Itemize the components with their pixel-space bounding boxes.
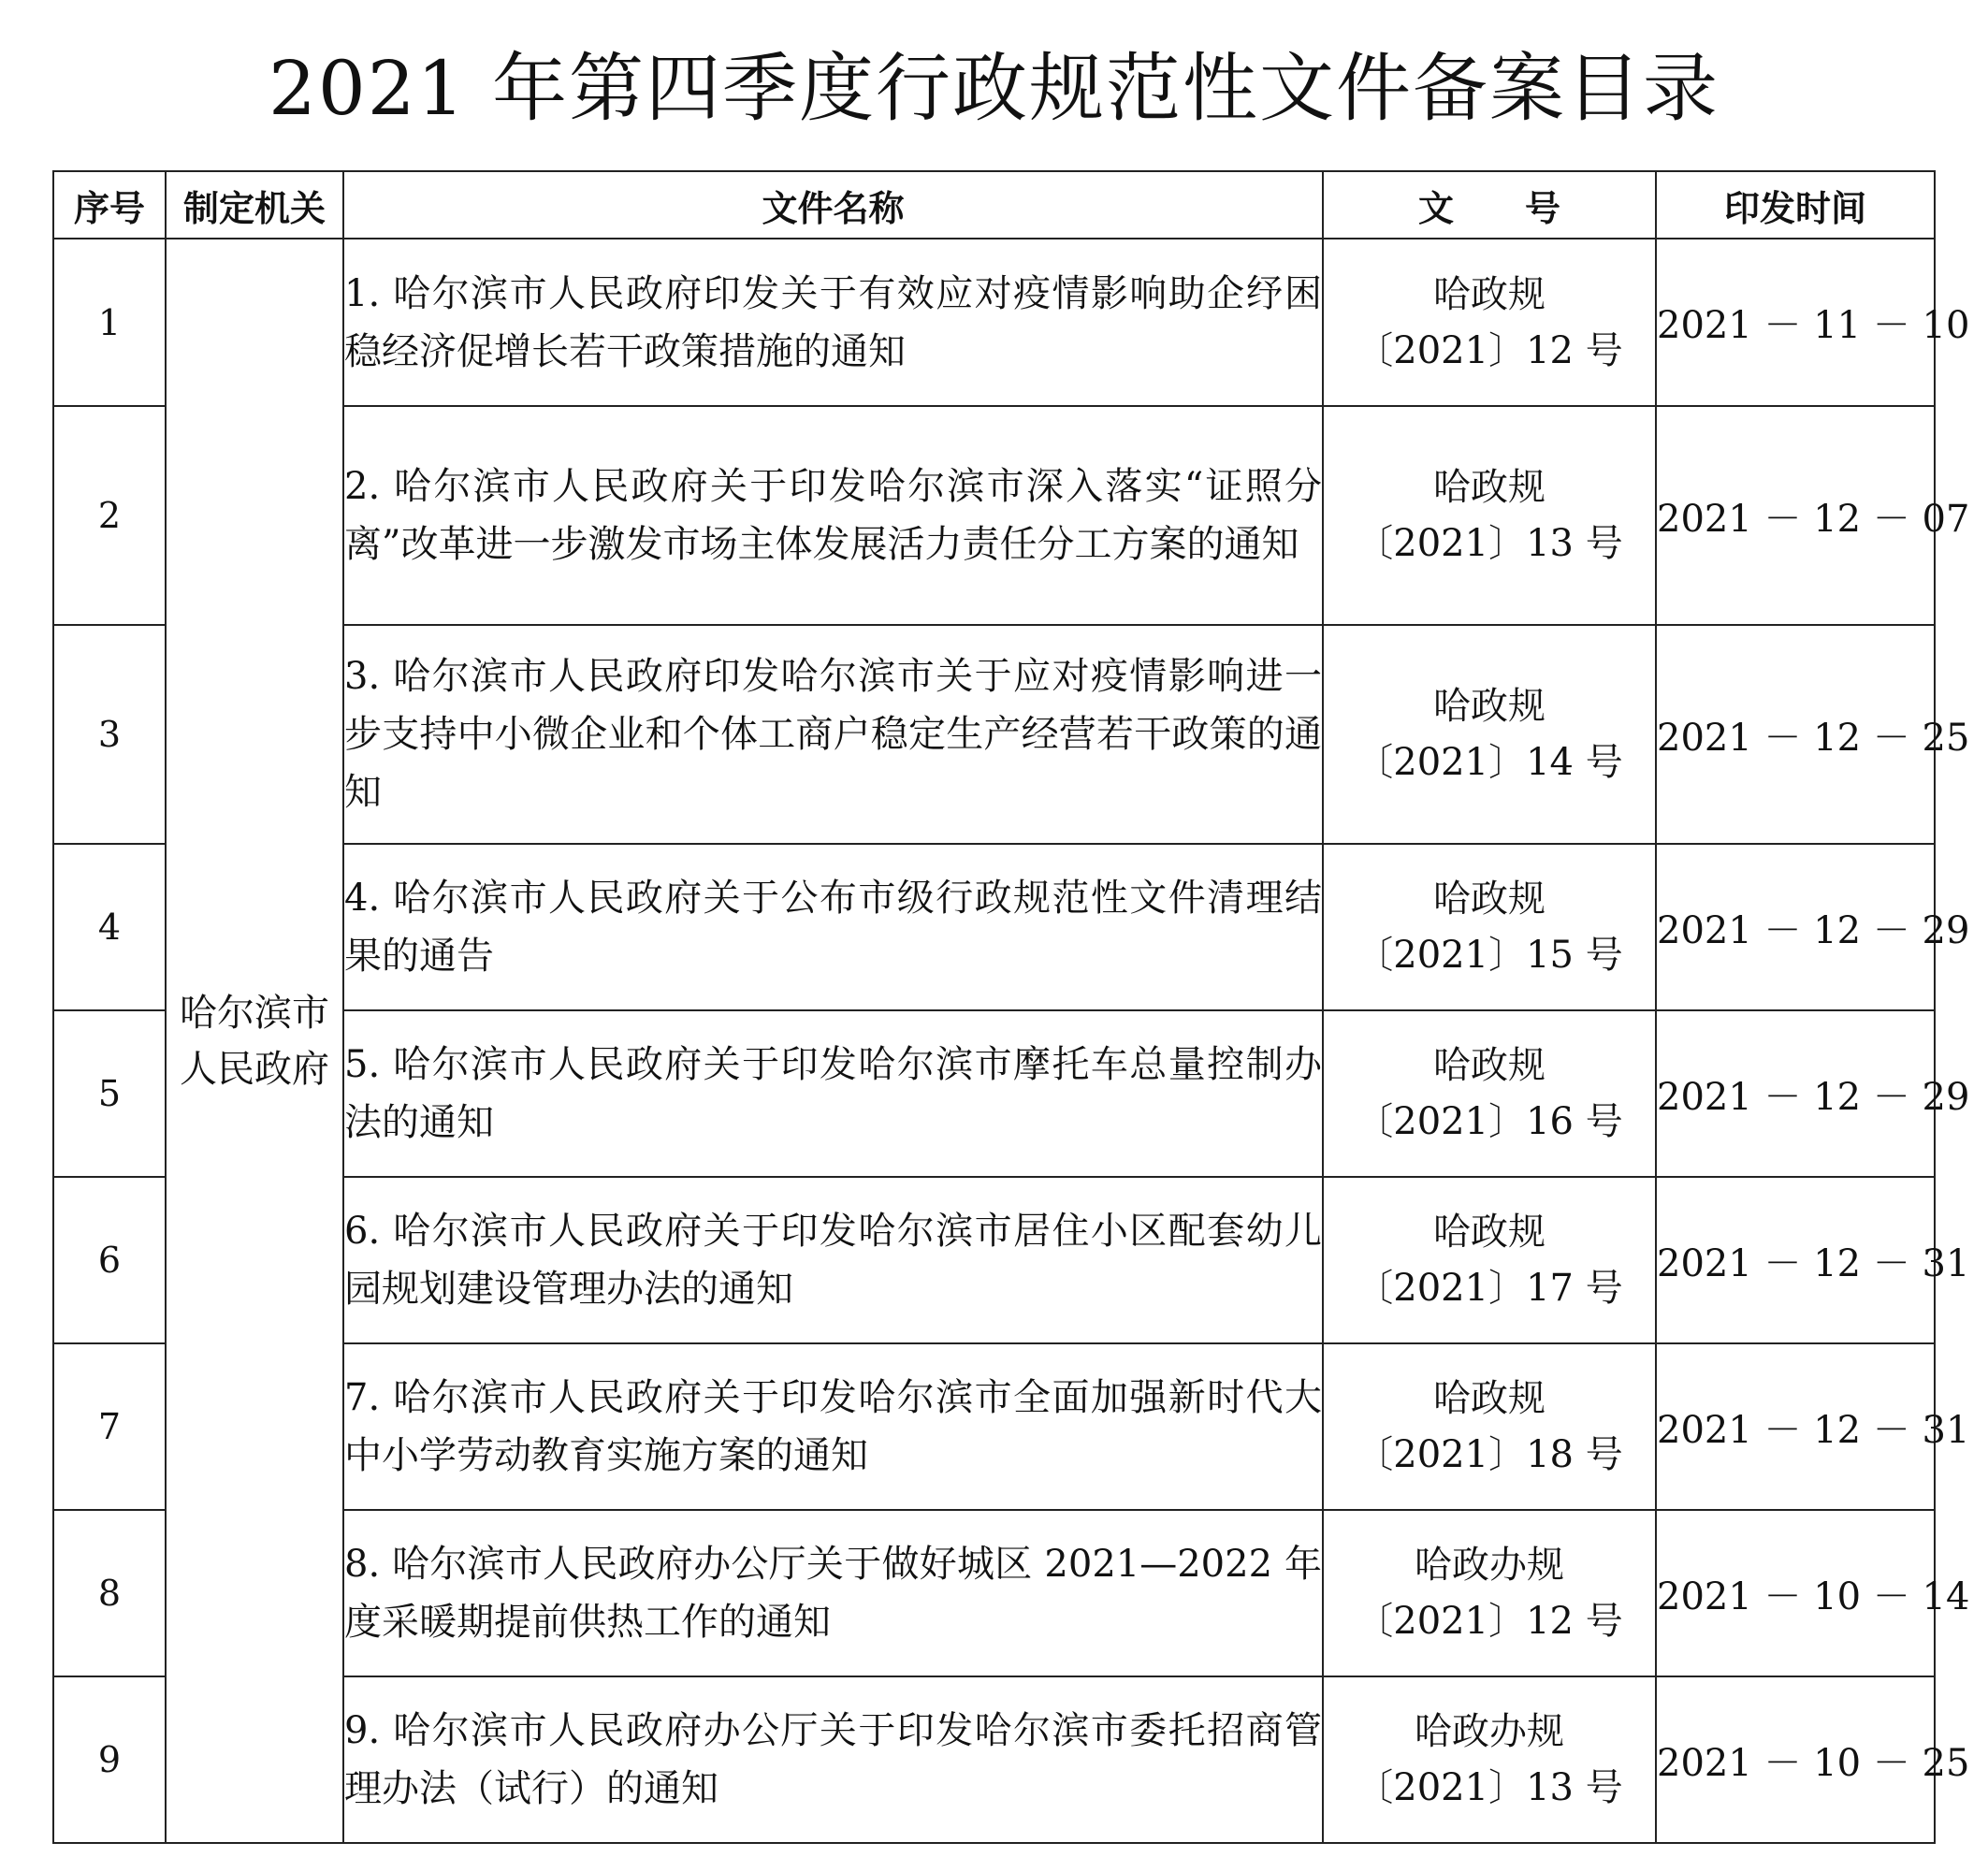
row-index: 6	[53, 1177, 166, 1343]
document-name: 6. 哈尔滨市人民政府关于印发哈尔滨市居住小区配套幼儿园规划建设管理办法的通知	[343, 1177, 1323, 1343]
doc-no-prefix: 哈政规	[1433, 685, 1545, 728]
doc-no-prefix: 哈政规	[1433, 466, 1545, 509]
header-doc-no: 文 号	[1323, 171, 1656, 239]
row-index: 8	[53, 1510, 166, 1676]
filing-catalog-table	[52, 170, 1970, 1844]
issue-date: 2021 － 12 － 07	[1656, 406, 1935, 625]
header-agency: 制定机关	[166, 171, 343, 239]
header-date: 印发时间	[1656, 171, 1935, 239]
issue-date: 2021 － 12 － 31	[1656, 1343, 1935, 1510]
document-number	[1323, 1676, 1656, 1843]
doc-no-prefix: 哈政规	[1433, 1211, 1545, 1254]
doc-no-serial: 〔2021〕18 号	[1356, 1433, 1623, 1476]
document-name: 8. 哈尔滨市人民政府办公厅关于做好城区 2021—2022 年度采暖期提前供热工作的通知	[343, 1510, 1323, 1676]
issue-date: 2021 － 11 － 10	[1656, 239, 1935, 406]
row-index: 1	[53, 239, 166, 406]
document-name: 4. 哈尔滨市人民政府关于公布市级行政规范性文件清理结果的通告	[343, 844, 1323, 1010]
doc-no-serial: 〔2021〕12 号	[1356, 1600, 1623, 1643]
document-name: 1. 哈尔滨市人民政府印发关于有效应对疫情影响助企纾困稳经济促增长若干政策措施的通知	[343, 239, 1323, 406]
doc-no-serial: 〔2021〕16 号	[1356, 1100, 1623, 1143]
doc-no-prefix: 哈政办规	[1415, 1544, 1564, 1587]
doc-no-serial: 〔2021〕14 号	[1356, 741, 1623, 784]
issue-date: 2021 － 12 － 29	[1656, 844, 1935, 1010]
doc-no-prefix: 哈政规	[1433, 878, 1545, 921]
document-number	[1323, 1010, 1656, 1177]
table-header-row	[53, 171, 1935, 239]
document-name: 3. 哈尔滨市人民政府印发哈尔滨市关于应对疫情影响进一步支持中小微企业和个体工商户稳定生产经营若干政策的通知	[343, 625, 1323, 844]
row-index: 9	[53, 1676, 166, 1843]
document-name: 5. 哈尔滨市人民政府关于印发哈尔滨市摩托车总量控制办法的通知	[343, 1010, 1323, 1177]
agency-name: 哈尔滨市人民政府	[180, 991, 329, 1091]
doc-no-serial: 〔2021〕17 号	[1356, 1267, 1623, 1310]
doc-no-prefix: 哈政规	[1433, 272, 1545, 316]
header-index: 序号	[53, 171, 166, 239]
document-number	[1323, 1177, 1656, 1343]
doc-no-prefix: 哈政办规	[1415, 1710, 1564, 1753]
document-name: 7. 哈尔滨市人民政府关于印发哈尔滨市全面加强新时代大中小学劳动教育实施方案的通知	[343, 1343, 1323, 1510]
doc-no-serial: 〔2021〕13 号	[1356, 1766, 1623, 1809]
document-number	[1323, 1510, 1656, 1676]
doc-no-serial: 〔2021〕12 号	[1356, 328, 1623, 372]
header-name: 文件名称	[343, 171, 1323, 239]
issue-date: 2021 － 12 － 31	[1656, 1177, 1935, 1343]
document-number	[1323, 239, 1656, 406]
row-index: 5	[53, 1010, 166, 1177]
doc-no-serial: 〔2021〕13 号	[1356, 522, 1623, 565]
agency-cell	[166, 239, 343, 1843]
row-index: 2	[53, 406, 166, 625]
doc-no-prefix: 哈政规	[1433, 1377, 1545, 1420]
document-number	[1323, 406, 1656, 625]
page-title: 2021 年第四季度行政规范性文件备案目录	[268, 45, 1720, 132]
doc-no-prefix: 哈政规	[1433, 1044, 1545, 1087]
document-number	[1323, 844, 1656, 1010]
document-number	[1323, 625, 1656, 844]
issue-date: 2021 － 12 － 29	[1656, 1010, 1935, 1177]
row-index: 7	[53, 1343, 166, 1510]
issue-date: 2021 － 12 － 25	[1656, 625, 1935, 844]
document-number	[1323, 1343, 1656, 1510]
issue-date: 2021 － 10 － 25	[1656, 1676, 1935, 1843]
row-index: 4	[53, 844, 166, 1010]
row-index: 3	[53, 625, 166, 844]
issue-date: 2021 － 10 － 14	[1656, 1510, 1935, 1676]
table-row	[53, 239, 1935, 406]
doc-no-serial: 〔2021〕15 号	[1356, 934, 1623, 977]
document-name: 2. 哈尔滨市人民政府关于印发哈尔滨市深入落实“证照分离”改革进一步激发市场主体发展活力责任分工方案的通知	[343, 406, 1323, 625]
document-name: 9. 哈尔滨市人民政府办公厅关于印发哈尔滨市委托招商管理办法（试行）的通知	[343, 1676, 1323, 1843]
